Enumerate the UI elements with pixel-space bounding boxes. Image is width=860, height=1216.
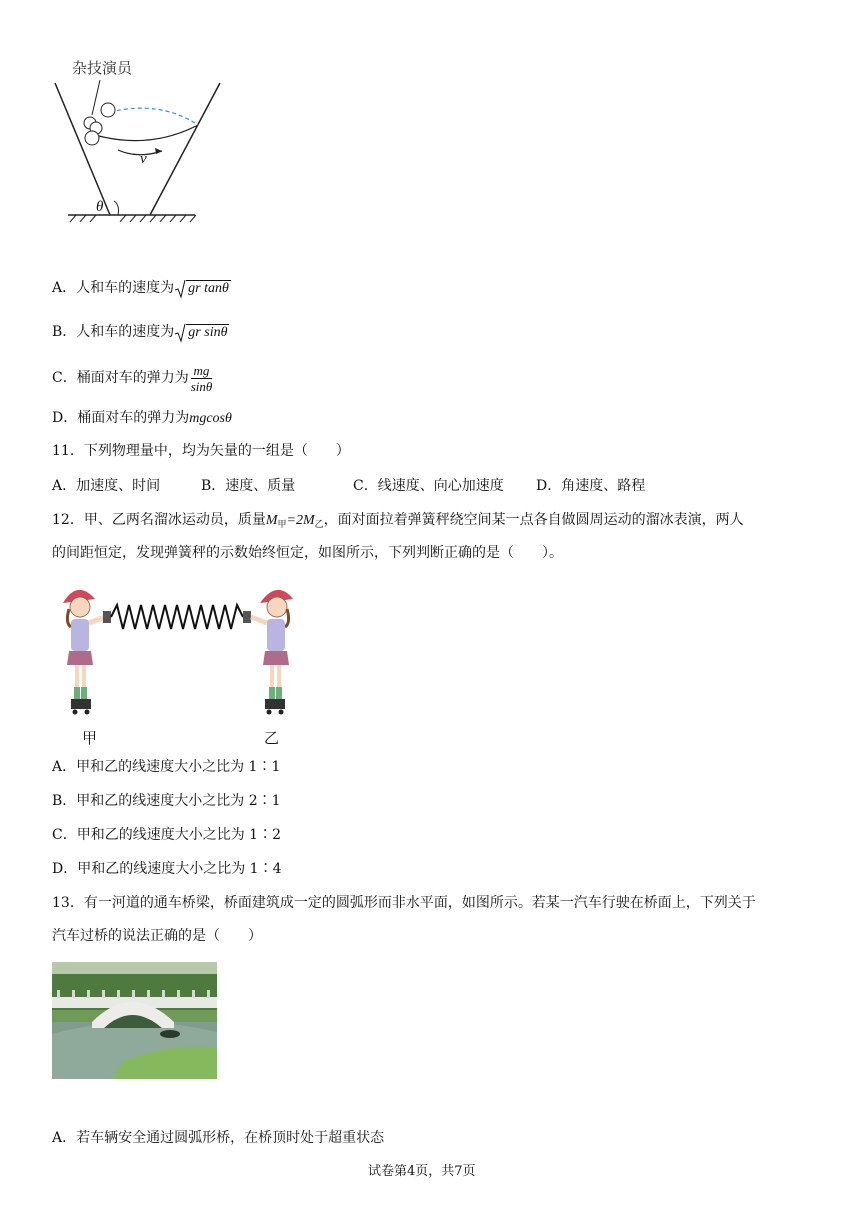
- subscript: 甲: [277, 520, 287, 530]
- q11-option-d: D．角速度、路程: [536, 478, 646, 494]
- q12-option-d: D．甲和乙的线速度大小之比为 1∶4: [52, 861, 282, 877]
- sqrt-content: gr tanθ: [188, 281, 229, 296]
- q10-option-c: [52, 361, 212, 395]
- option-text: A．人和车的速度为: [52, 280, 175, 296]
- cone-diagram: [50, 55, 250, 235]
- radical-icon: [174, 323, 186, 343]
- formula: mgcosθ: [189, 411, 232, 426]
- q12-option-a: A．甲和乙的线速度大小之比为 1∶1: [52, 759, 281, 775]
- q10-option-b: [52, 322, 229, 343]
- option-text: B．人和车的速度为: [52, 324, 175, 340]
- figure-skaters: [55, 575, 315, 750]
- bridge-illustration: [52, 962, 217, 1079]
- mass-symbol: M: [265, 513, 278, 528]
- q12-option-c: C．甲和乙的线速度大小之比为 1∶2: [52, 827, 281, 843]
- velocity-label: v: [140, 151, 147, 167]
- radical-icon: [174, 279, 186, 299]
- bridge-photo: [52, 962, 217, 1079]
- q11-stem: 11．下列物理量中，均为矢量的一组是（ ）: [52, 443, 350, 459]
- sqrt-expression: [174, 279, 231, 299]
- q13-stem-line1: 13．有一河道的通车桥梁，桥面建筑成一定的圆弧形而非水平面，如图所示。若某一汽车行驶在桥面上，下列关于: [52, 895, 756, 911]
- acrobat-label: 杂技演员: [72, 59, 133, 77]
- skaters-illustration: [55, 575, 315, 750]
- page-footer: 试卷第4页，共7页: [368, 1164, 476, 1179]
- figure-acrobat-cone: [50, 55, 250, 235]
- q12-option-b: B．甲和乙的线速度大小之比为 2∶1: [52, 793, 281, 809]
- q11-option-b: B．速度、质量: [201, 478, 296, 494]
- q11-option-c: C．线速度、向心加速度: [353, 478, 504, 494]
- theta-label: θ: [96, 199, 104, 215]
- q12-stem-line1: [52, 510, 744, 535]
- mass-equation: =2M: [286, 513, 315, 528]
- option-text: D．桶面对车的弹力为: [52, 410, 190, 426]
- skater-yi-label: 乙: [264, 729, 280, 747]
- q13-option-a: A．若车辆安全通过圆弧形桥，在桥顶时处于超重状态: [52, 1130, 385, 1146]
- q13-stem-line2: 汽车过桥的说法正确的是（ ）: [52, 928, 262, 944]
- stem-text: ，面对面拉着弹簧秤绕空间某一点各自做圆周运动的溜冰表演，两人: [323, 512, 744, 528]
- option-text: C．桶面对车的弹力为: [52, 370, 189, 386]
- sqrt-expression: [174, 323, 229, 343]
- fraction: [191, 363, 213, 394]
- fraction-denominator: sinθ: [190, 378, 213, 394]
- q10-option-d: [52, 408, 232, 429]
- q10-option-a: [52, 278, 231, 299]
- q12-stem-line2: 的间距恒定，发现弹簧秤的示数始终恒定，如图所示，下列判断正确的是（ ）。: [52, 545, 563, 561]
- fraction-numerator: mg: [191, 363, 213, 379]
- skater-jia-label: 甲: [82, 729, 98, 747]
- q11-option-a: A．加速度、时间: [52, 478, 161, 494]
- stem-text: 12．甲、乙两名溜冰运动员，质量: [52, 512, 266, 528]
- sqrt-content: gr sinθ: [188, 325, 228, 340]
- subscript: 乙: [314, 520, 324, 530]
